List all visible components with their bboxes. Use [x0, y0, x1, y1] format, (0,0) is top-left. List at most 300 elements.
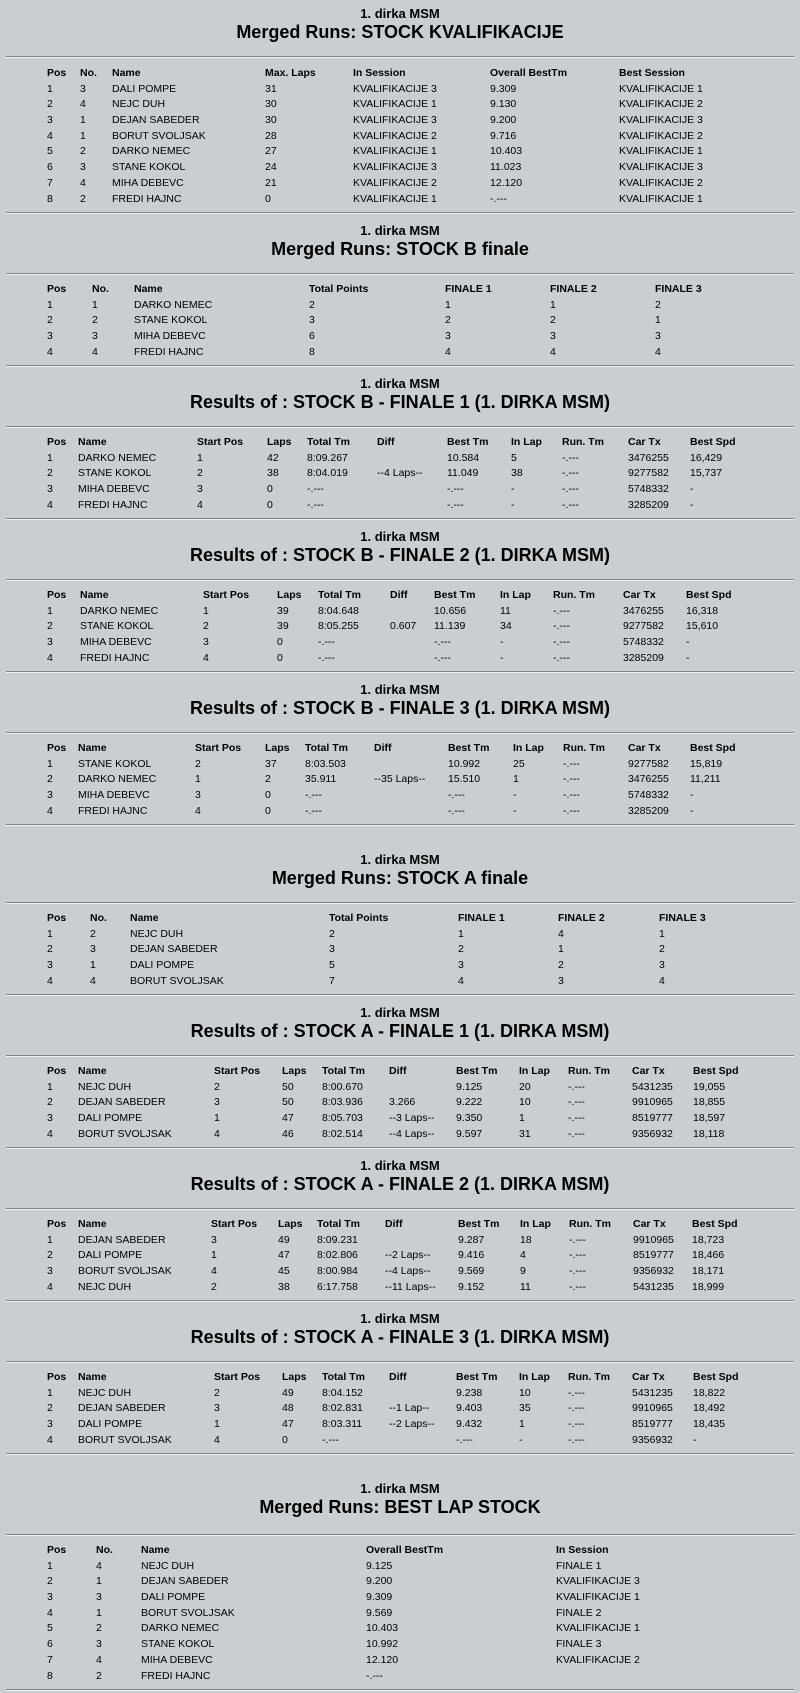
- table-cell: 5: [329, 959, 335, 972]
- table-cell: 1: [47, 1386, 53, 1399]
- column-header: Best Session: [619, 67, 685, 79]
- table-cell: 11: [500, 604, 511, 617]
- table-cell: 1: [96, 1575, 102, 1588]
- column-header: Pos: [47, 589, 67, 601]
- table-cell: 0: [265, 804, 271, 817]
- table-cell: 2: [214, 1386, 220, 1399]
- table-cell: 35.911: [305, 773, 337, 786]
- table-cell: 15.510: [448, 773, 481, 786]
- table-cell: 18,855: [693, 1096, 726, 1109]
- table-cell: 2: [92, 314, 98, 327]
- table-cell: 3: [80, 161, 86, 174]
- table-cell: 3: [203, 636, 209, 649]
- table-row: [0, 1280, 800, 1296]
- table-cell: 3: [96, 1591, 102, 1604]
- table-cell: 49: [282, 1386, 294, 1399]
- column-header: Best Spd: [692, 1218, 738, 1230]
- section-heading: [0, 848, 800, 889]
- column-header: Diff: [389, 1371, 407, 1383]
- table-cell: STANE KOKOL: [134, 314, 208, 327]
- table-cell: KVALIFIKACIJE 2: [619, 176, 703, 189]
- table-cell: STANE KOKOL: [80, 620, 154, 633]
- table-cell: 3: [47, 959, 53, 972]
- table-cell: 1: [655, 314, 661, 327]
- table-cell: -.---: [563, 789, 580, 802]
- table-cell: 2: [445, 314, 451, 327]
- table-cell: 1: [80, 114, 86, 127]
- column-header: Run. Tm: [568, 1371, 610, 1383]
- table-cell: 1: [214, 1418, 220, 1431]
- table-cell: 1: [203, 604, 209, 617]
- table-cell: 3476255: [623, 604, 664, 617]
- table-cell: 21: [265, 176, 277, 189]
- table-row: [0, 1095, 800, 1111]
- column-header: Diff: [390, 589, 408, 601]
- table-cell: KVALIFIKACIJE 1: [353, 98, 437, 111]
- table-cell: 9910965: [632, 1096, 673, 1109]
- table-row: [0, 192, 800, 208]
- table-cell: 2: [47, 943, 53, 956]
- results-table: [0, 1064, 800, 1142]
- table-cell: 8:03.503: [305, 757, 346, 770]
- table-cell: 4: [211, 1265, 217, 1278]
- table-cell: -.---: [448, 789, 465, 802]
- table-cell: 4: [520, 1249, 526, 1262]
- table-row: [0, 1559, 800, 1575]
- table-cell: KVALIFIKACIJE 2: [619, 129, 703, 142]
- column-header: Max. Laps: [265, 67, 316, 79]
- results-table: [0, 282, 800, 360]
- table-row: [0, 97, 800, 113]
- table-cell: 25: [513, 757, 525, 770]
- table-cell: 2: [80, 192, 86, 205]
- table-cell: 8:03.311: [322, 1418, 363, 1431]
- table-cell: -.---: [568, 1112, 585, 1125]
- table-cell: BORUT SVOLJSAK: [112, 129, 206, 142]
- table-cell: 2: [265, 773, 271, 786]
- table-cell: 4: [47, 1280, 53, 1293]
- table-cell: -.---: [569, 1280, 586, 1293]
- table-cell: 2: [309, 298, 315, 311]
- table-cell: 2: [47, 620, 53, 633]
- table-cell: 3: [80, 82, 86, 95]
- table-row: [0, 1590, 800, 1606]
- column-header: FINALE 3: [655, 283, 702, 295]
- column-header: No.: [92, 283, 109, 295]
- table-cell: 1: [47, 604, 53, 617]
- table-cell: KVALIFIKACIJE 2: [619, 98, 703, 111]
- table-row: [0, 129, 800, 145]
- column-header: Name: [78, 1065, 107, 1077]
- column-header: Laps: [282, 1065, 307, 1077]
- table-cell: -: [500, 651, 504, 664]
- table-cell: --4 Laps--: [377, 467, 423, 480]
- table-cell: 3285209: [628, 804, 669, 817]
- table-cell: 8:09.267: [307, 451, 348, 464]
- column-header: Best Tm: [456, 1065, 498, 1077]
- table-cell: NEJC DUH: [141, 1559, 195, 1572]
- table-cell: 3285209: [628, 498, 669, 511]
- table-cell: 9277582: [623, 620, 664, 633]
- table-cell: 4: [47, 804, 53, 817]
- table-cell: STANE KOKOL: [78, 467, 152, 480]
- table-cell: STANE KOKOL: [141, 1638, 215, 1651]
- section-subtitle: 1. dirka MSM: [360, 682, 440, 697]
- table-header-row: [0, 1543, 800, 1559]
- table-row: [0, 804, 800, 820]
- table-cell: 4: [655, 345, 661, 358]
- table-cell: 4: [47, 1127, 53, 1140]
- table-cell: MIHA DEBEVC: [141, 1653, 213, 1666]
- column-header: Total Tm: [307, 436, 350, 448]
- column-header: Pos: [47, 1065, 67, 1077]
- table-cell: -: [519, 1433, 523, 1446]
- results-table: [0, 911, 800, 989]
- table-cell: 0: [277, 636, 283, 649]
- table-cell: 15,737: [690, 467, 723, 480]
- table-cell: 2: [80, 145, 86, 158]
- table-cell: 11.139: [434, 620, 466, 633]
- table-cell: KVALIFIKACIJE 3: [619, 161, 703, 174]
- table-cell: NEJC DUH: [112, 98, 166, 111]
- divider: [6, 1147, 794, 1149]
- table-cell: KVALIFIKACIJE 3: [353, 114, 437, 127]
- table-cell: 7: [47, 1653, 53, 1666]
- column-header: Pos: [47, 67, 67, 79]
- table-cell: 18,999: [692, 1280, 725, 1293]
- table-cell: -: [511, 483, 515, 496]
- table-cell: DARKO NEMEC: [78, 451, 157, 464]
- column-header: Start Pos: [214, 1371, 261, 1383]
- section-title: Results of : STOCK B - FINALE 1 (1. DIRKA MSM): [189, 392, 610, 412]
- table-cell: -.---: [456, 1433, 473, 1446]
- table-row: [0, 482, 800, 498]
- table-cell: -: [690, 483, 694, 496]
- table-cell: 2: [47, 314, 53, 327]
- table-cell: 9910965: [633, 1233, 674, 1246]
- table-cell: 4: [47, 129, 53, 142]
- table-cell: BORUT SVOLJSAK: [130, 974, 224, 987]
- table-cell: --4 Laps--: [385, 1265, 431, 1278]
- table-row: [0, 772, 800, 788]
- table-row: [0, 1621, 800, 1637]
- table-cell: STANE KOKOL: [78, 757, 152, 770]
- results-table: [0, 741, 800, 819]
- column-header: Best Tm: [458, 1218, 500, 1230]
- table-cell: 19,055: [693, 1080, 726, 1093]
- table-cell: 3: [558, 974, 564, 987]
- table-cell: 10.584: [447, 451, 480, 464]
- column-header: Start Pos: [214, 1065, 261, 1077]
- table-cell: 3285209: [623, 651, 664, 664]
- table-cell: -.---: [553, 636, 570, 649]
- column-header: In Lap: [519, 1371, 550, 1383]
- table-cell: 8519777: [632, 1112, 673, 1125]
- table-row: [0, 82, 800, 98]
- section-subtitle: 1. dirka MSM: [360, 376, 440, 391]
- section-heading: [0, 1477, 800, 1518]
- table-cell: 2: [458, 943, 464, 956]
- table-cell: KVALIFIKACIJE 2: [353, 129, 437, 142]
- table-cell: FREDI HAJNC: [78, 498, 148, 511]
- column-header: Car Tx: [628, 436, 661, 448]
- table-cell: 27: [265, 145, 277, 158]
- table-cell: 8:04.152: [322, 1386, 363, 1399]
- table-cell: 46: [282, 1127, 294, 1140]
- table-header-row: [0, 435, 800, 451]
- table-cell: 1: [550, 298, 556, 311]
- table-cell: 11,211: [690, 773, 721, 786]
- table-cell: MIHA DEBEVC: [78, 789, 150, 802]
- column-header: Car Tx: [628, 742, 661, 754]
- column-header: Total Tm: [322, 1065, 365, 1077]
- table-cell: 4: [550, 345, 556, 358]
- table-cell: 10: [519, 1096, 531, 1109]
- table-cell: 1: [47, 757, 53, 770]
- table-cell: 5: [47, 145, 53, 158]
- table-cell: 2: [47, 98, 53, 111]
- table-cell: 3: [445, 330, 451, 343]
- results-table: [0, 1543, 800, 1684]
- table-row: [0, 345, 800, 361]
- table-cell: --35 Laps--: [374, 773, 426, 786]
- table-cell: -.---: [305, 789, 322, 802]
- table-cell: 24: [265, 161, 277, 174]
- table-cell: 8:00.670: [322, 1080, 363, 1093]
- table-cell: 3: [214, 1096, 220, 1109]
- results-table: [0, 1217, 800, 1295]
- table-cell: -: [686, 651, 690, 664]
- table-cell: 5748332: [628, 789, 669, 802]
- table-cell: -.---: [568, 1386, 585, 1399]
- section-heading: [0, 1001, 800, 1042]
- table-cell: 18,597: [693, 1112, 726, 1125]
- table-cell: BORUT SVOLJSAK: [141, 1606, 235, 1619]
- table-cell: 9.200: [366, 1575, 393, 1588]
- table-cell: 45: [278, 1265, 290, 1278]
- column-header: Best Spd: [690, 742, 736, 754]
- column-header: FINALE 2: [550, 283, 597, 295]
- divider: [6, 365, 794, 367]
- column-header: No.: [90, 912, 107, 924]
- table-cell: 4: [47, 345, 53, 358]
- table-cell: 16,318: [686, 604, 719, 617]
- table-row: [0, 1606, 800, 1622]
- table-cell: 8519777: [633, 1249, 674, 1262]
- table-cell: 10.403: [490, 145, 523, 158]
- table-cell: 47: [282, 1112, 294, 1125]
- table-cell: 38: [267, 467, 279, 480]
- table-cell: 1: [195, 773, 201, 786]
- section-title: Results of : STOCK B - FINALE 2 (1. DIRKA MSM): [189, 545, 610, 565]
- table-cell: KVALIFIKACIJE 3: [353, 82, 437, 95]
- divider: [6, 1055, 794, 1057]
- table-cell: 9.222: [456, 1096, 483, 1109]
- table-cell: 9356932: [633, 1265, 674, 1278]
- table-cell: -.---: [568, 1402, 585, 1415]
- table-cell: DARKO NEMEC: [134, 298, 213, 311]
- table-cell: 18,723: [692, 1233, 725, 1246]
- table-cell: 9.238: [456, 1386, 483, 1399]
- section-heading: [0, 219, 800, 260]
- table-row: [0, 604, 800, 620]
- column-header: Start Pos: [211, 1218, 258, 1230]
- table-cell: FINALE 3: [556, 1638, 602, 1651]
- column-header: In Lap: [500, 589, 531, 601]
- column-header: Car Tx: [633, 1218, 666, 1230]
- table-row: [0, 498, 800, 514]
- table-cell: 18,435: [693, 1418, 726, 1431]
- table-cell: FREDI HAJNC: [141, 1669, 211, 1682]
- divider: [6, 1534, 794, 1536]
- table-cell: -: [690, 789, 694, 802]
- table-row: [0, 1233, 800, 1249]
- table-header-row: [0, 1064, 800, 1080]
- table-header-row: [0, 1217, 800, 1233]
- table-cell: 2: [558, 959, 564, 972]
- table-cell: 8: [47, 1669, 53, 1682]
- table-row: [0, 1401, 800, 1417]
- column-header: Run. Tm: [568, 1065, 610, 1077]
- column-header: In Session: [556, 1544, 609, 1556]
- column-header: Car Tx: [632, 1065, 665, 1077]
- results-table: [0, 588, 800, 666]
- table-cell: 11.049: [447, 467, 479, 480]
- table-cell: 9277582: [628, 757, 669, 770]
- table-cell: 2: [655, 298, 661, 311]
- table-cell: NEJC DUH: [78, 1386, 132, 1399]
- table-cell: 38: [511, 467, 523, 480]
- table-cell: 2: [47, 773, 53, 786]
- table-cell: -: [693, 1433, 697, 1446]
- column-header: Name: [130, 912, 159, 924]
- table-cell: --4 Laps--: [389, 1127, 435, 1140]
- column-header: Best Tm: [447, 436, 489, 448]
- table-cell: 1: [558, 943, 564, 956]
- table-cell: 1: [197, 451, 203, 464]
- table-cell: -.---: [563, 804, 580, 817]
- table-cell: 39: [277, 604, 289, 617]
- table-cell: 3: [47, 636, 53, 649]
- divider: [6, 902, 794, 904]
- column-header: Total Points: [329, 912, 389, 924]
- divider: [6, 1300, 794, 1302]
- table-cell: DALI POMPE: [78, 1418, 143, 1431]
- section-title: Merged Runs: BEST LAP STOCK: [259, 1497, 541, 1517]
- table-cell: 4: [458, 974, 464, 987]
- column-header: Run. Tm: [563, 742, 605, 754]
- table-cell: 1: [445, 298, 451, 311]
- table-cell: -.---: [447, 483, 464, 496]
- table-cell: 3: [47, 330, 53, 343]
- results-table: [0, 66, 800, 207]
- table-header-row: [0, 911, 800, 927]
- table-cell: MIHA DEBEVC: [80, 636, 152, 649]
- table-header-row: [0, 1370, 800, 1386]
- table-cell: 4: [47, 498, 53, 511]
- table-cell: 10.992: [366, 1638, 399, 1651]
- table-cell: 1: [92, 298, 98, 311]
- table-cell: -: [690, 804, 694, 817]
- table-cell: 3: [92, 330, 98, 343]
- column-header: Best Tm: [456, 1371, 498, 1383]
- table-cell: KVALIFIKACIJE 1: [619, 82, 703, 95]
- table-row: [0, 1417, 800, 1433]
- table-cell: 4: [197, 498, 203, 511]
- column-header: Start Pos: [195, 742, 242, 754]
- table-cell: 20: [519, 1080, 531, 1093]
- table-cell: 4: [47, 1606, 53, 1619]
- table-cell: DARKO NEMEC: [80, 604, 159, 617]
- table-cell: 9.309: [490, 82, 517, 95]
- column-header: Laps: [265, 742, 290, 754]
- table-cell: 5: [511, 451, 517, 464]
- table-cell: 8: [47, 192, 53, 205]
- table-cell: 4: [214, 1127, 220, 1140]
- column-header: Total Tm: [305, 742, 348, 754]
- table-cell: -.---: [307, 498, 324, 511]
- table-cell: 4: [47, 651, 53, 664]
- table-row: [0, 144, 800, 160]
- section-heading: [0, 2, 800, 43]
- table-cell: 4: [203, 651, 209, 664]
- column-header: Overall BestTm: [366, 1544, 444, 1556]
- column-header: Run. Tm: [569, 1218, 611, 1230]
- table-row: [0, 1669, 800, 1685]
- table-cell: 7: [47, 176, 53, 189]
- table-row: [0, 113, 800, 129]
- section-subtitle: 1. dirka MSM: [360, 1481, 440, 1496]
- table-cell: 8:00.984: [317, 1265, 358, 1278]
- table-cell: 15,610: [686, 620, 719, 633]
- table-cell: NEJC DUH: [130, 927, 184, 940]
- column-header: Best Tm: [448, 742, 490, 754]
- table-cell: 10.403: [366, 1622, 399, 1635]
- table-cell: KVALIFIKACIJE 3: [353, 161, 437, 174]
- table-cell: 2: [659, 943, 665, 956]
- table-cell: 3: [96, 1638, 102, 1651]
- table-cell: -.---: [569, 1265, 586, 1278]
- table-cell: 18,822: [693, 1386, 726, 1399]
- column-header: Name: [141, 1544, 170, 1556]
- table-cell: -.---: [568, 1096, 585, 1109]
- table-cell: -: [500, 636, 504, 649]
- divider: [6, 56, 794, 58]
- table-cell: 4: [96, 1559, 102, 1572]
- table-cell: 1: [47, 1080, 53, 1093]
- column-header: Pos: [47, 742, 67, 754]
- table-row: [0, 1653, 800, 1669]
- table-cell: 10: [519, 1386, 531, 1399]
- divider: [6, 1208, 794, 1210]
- table-cell: -.---: [318, 636, 335, 649]
- table-cell: DEJAN SABEDER: [112, 114, 200, 127]
- section-heading: [0, 525, 800, 566]
- table-cell: DARKO NEMEC: [141, 1622, 220, 1635]
- table-header-row: [0, 66, 800, 82]
- table-cell: BORUT SVOLJSAK: [78, 1433, 172, 1446]
- table-cell: -.---: [434, 651, 451, 664]
- table-cell: DALI POMPE: [141, 1591, 206, 1604]
- table-cell: DEJAN SABEDER: [141, 1575, 229, 1588]
- table-cell: -.---: [318, 651, 335, 664]
- table-cell: 5: [47, 1622, 53, 1635]
- table-cell: -.---: [562, 467, 579, 480]
- column-header: Best Tm: [434, 589, 476, 601]
- table-cell: 3: [47, 789, 53, 802]
- table-row: [0, 974, 800, 990]
- table-row: [0, 958, 800, 974]
